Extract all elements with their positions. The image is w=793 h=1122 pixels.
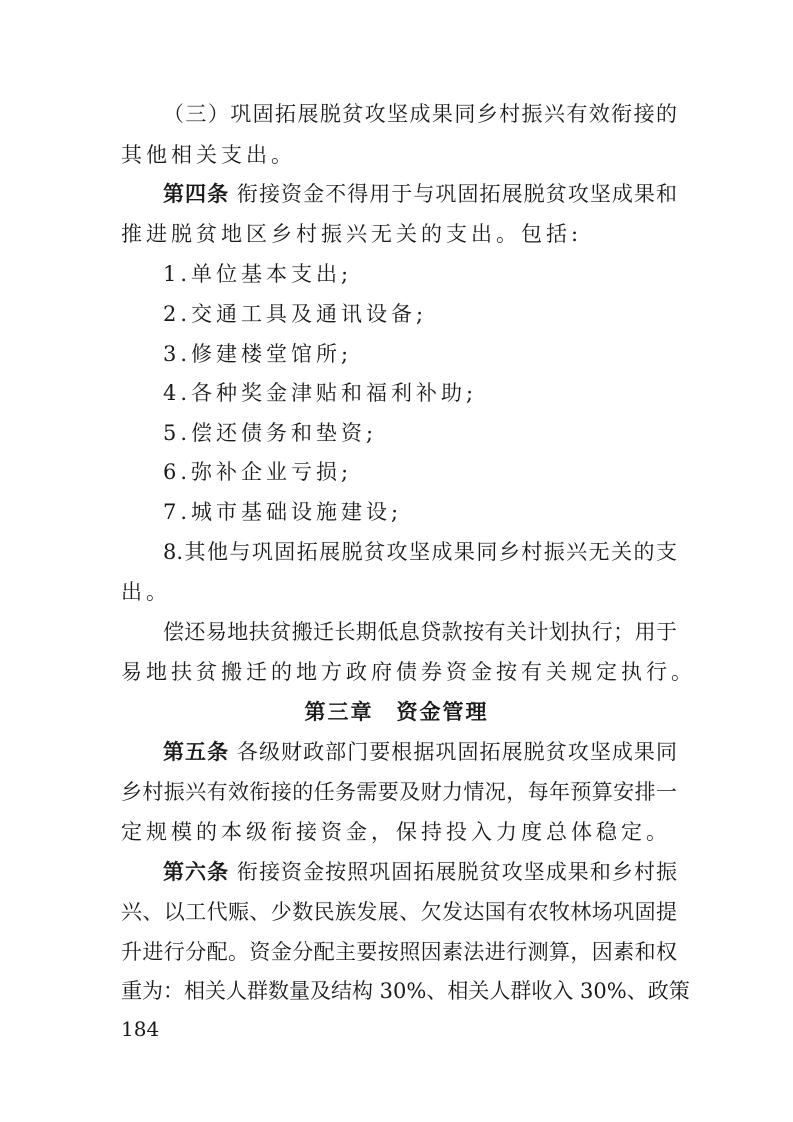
article-6-line xyxy=(163,857,677,887)
paragraph-line: 乡村振兴有效衔接的任务需要及财力情况，每年预算安排一 xyxy=(121,780,677,804)
article-6-text: 衔接资金按照巩固拓展脱贫攻坚成果和乡村振 xyxy=(236,860,677,884)
list-item: 出。 xyxy=(121,580,171,604)
article-5-line xyxy=(163,737,677,767)
article-4-text: 衔接资金不得用于与巩固拓展脱贫攻坚成果和 xyxy=(236,182,677,206)
article-4-line xyxy=(163,179,677,209)
list-item: 1.单位基本支出; xyxy=(163,262,353,286)
article-4-title: 第四条 xyxy=(163,181,230,206)
paragraph-line: 偿还易地扶贫搬迁长期低息贷款按有关计划执行；用于 xyxy=(163,620,677,644)
paragraph-line: 推进脱贫地区乡村振兴无关的支出。包括: xyxy=(121,222,583,246)
list-item: 3.修建楼堂馆所; xyxy=(163,342,353,366)
article-5-title: 第五条 xyxy=(163,739,230,764)
list-item: 4.各种奖金津贴和福利补助; xyxy=(163,381,478,405)
paragraph-line: 重为：相关人群数量及结构 30%、相关人群收入 30%、政策 xyxy=(121,979,690,1003)
chapter-title: 第三章 资金管理 xyxy=(304,699,489,724)
paragraph-line: （三）巩固拓展脱贫攻坚成果同乡村振兴有效衔接的 xyxy=(163,102,677,126)
article-5-text: 各级财政部门要根据巩固拓展脱贫攻坚成果同 xyxy=(236,740,677,764)
list-item: 7.城市基础设施建设; xyxy=(163,500,403,524)
paragraph-line: 其他相关支出。 xyxy=(121,143,296,167)
list-item: 6.弥补企业亏损; xyxy=(163,460,353,484)
page-number: 184 xyxy=(121,1017,160,1041)
list-item: 5.偿还债务和垫资; xyxy=(163,421,378,445)
paragraph-line: 兴、以工代赈、少数民族发展、欠发达国有农牧林场巩固提 xyxy=(121,900,677,924)
paragraph-line: 易地扶贫搬迁的地方政府债券资金按有关规定执行。 xyxy=(121,660,696,684)
paragraph-line: 定规模的本级衔接资金，保持投入力度总体稳定。 xyxy=(121,820,671,844)
list-item: 2.交通工具及通讯设备; xyxy=(163,302,428,326)
paragraph-line: 升进行分配。资金分配主要按照因素法进行测算，因素和权 xyxy=(121,940,677,964)
list-item: 8.其他与巩固拓展脱贫攻坚成果同乡村振兴无关的支 xyxy=(163,540,677,564)
article-6-title: 第六条 xyxy=(163,859,230,884)
